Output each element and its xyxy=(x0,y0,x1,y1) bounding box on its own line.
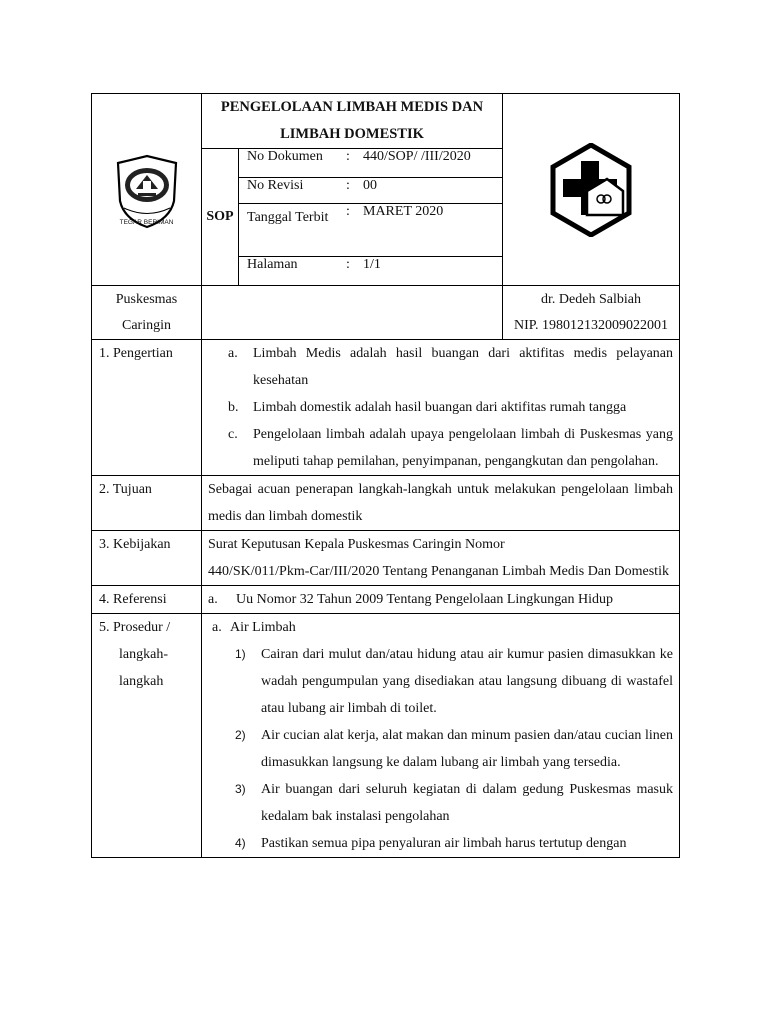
section-body-prosedur xyxy=(202,614,680,858)
signer-nip: NIP. 198012132009022001 xyxy=(514,317,669,333)
section-label-referensi: 4. Referensi xyxy=(92,586,202,614)
section-label-prosedur: 5. Prosedur / langkah- langkah xyxy=(92,614,202,858)
kebijakan-line-1: Surat Keputusan Kepala Puskesmas Caringin Nomor xyxy=(208,537,505,552)
pengertian-list xyxy=(208,340,673,475)
meta-key-page: Halaman xyxy=(239,256,337,283)
meta-key-doc-no: No Dokumen xyxy=(247,149,323,164)
meta-value-doc-no: 440/SOP/ /III/2020 xyxy=(363,149,471,164)
prosedur-subheading: a. Air Limbah xyxy=(212,620,296,635)
sop-label: SOP xyxy=(202,149,239,286)
meta-table xyxy=(239,149,502,283)
org-name-cell xyxy=(92,286,202,340)
meta-sep: : xyxy=(337,256,359,283)
meta-key-date: Tanggal Terbit xyxy=(239,203,337,256)
puskesmas-hexagon-cross-icon xyxy=(549,143,633,237)
section-body-referensi xyxy=(202,586,680,614)
regency-motto: TEGAR BERIMAN xyxy=(119,219,174,226)
signer-name: dr. Dedeh Salbiah xyxy=(541,291,641,307)
regency-logo-cell xyxy=(92,94,202,286)
signature-space xyxy=(202,286,503,340)
section-body-kebijakan xyxy=(202,531,680,586)
meta-value-revision: 00 xyxy=(359,177,502,203)
meta-sep: : xyxy=(346,149,350,164)
meta-sep: : xyxy=(337,177,359,203)
section-body-pengertian xyxy=(202,340,680,476)
referensi-text: Uu Nomor 32 Tahun 2009 Tentang Pengelolaan Lingkungan Hidup xyxy=(236,592,614,607)
section-label-kebijakan: 3. Kebijakan xyxy=(92,531,202,586)
sop-table xyxy=(91,93,680,858)
list-item: a. Limbah Medis adalah hasil buangan dari aktifitas medis pelayanan kesehatan xyxy=(228,346,674,388)
title-line-2: LIMBAH DOMESTIK xyxy=(280,126,424,142)
section-label-tujuan: 2. Tujuan xyxy=(92,476,202,531)
meta-value-date: MARET 2020 xyxy=(359,203,502,256)
referensi-marker: a. xyxy=(208,592,218,607)
org-name-line-2: Caringin xyxy=(122,317,171,333)
prosedur-list xyxy=(208,641,673,857)
list-item: 3) Air buangan dari seluruh kegiatan di dalam gedung Puskesmas masuk kedalam bak instalasi pengolahan xyxy=(235,782,674,824)
meta-key-revision: No Revisi xyxy=(239,177,337,203)
kebijakan-line-2: 440/SK/011/Pkm-Car/III/2020 Tentang Penanganan Limbah Medis Dan Domestik xyxy=(208,564,669,579)
document-title xyxy=(202,94,503,149)
document-meta xyxy=(239,149,503,286)
list-item: 2) Air cucian alat kerja, alat makan dan minum pasien dan/atau cucian linen dimasukkan langsung ke dalam lubang air limbah yang tersedia. xyxy=(235,728,674,770)
meta-sep: : xyxy=(337,203,359,256)
puskesmas-logo-cell xyxy=(503,94,680,286)
list-item: 1) Cairan dari mulut dan/atau hidung atau air kumur pasien dimasukkan ke wadah pengumpulan yang disediakan atau langsung dibuang di wastafel atau lubang air limbah di toilet. xyxy=(235,647,674,716)
meta-value-page: 1/1 xyxy=(359,256,502,283)
title-line-1: PENGELOLAAN LIMBAH MEDIS DAN xyxy=(220,99,484,115)
list-item: 4) Pastikan semua pipa penyaluran air limbah harus tertutup dengan xyxy=(235,836,627,851)
section-label-pengertian: 1. Pengertian xyxy=(92,340,202,476)
signer-cell xyxy=(503,286,680,340)
org-name-line-1: Puskesmas xyxy=(115,291,178,307)
section-body-tujuan: Sebagai acuan penerapan langkah-langkah untuk melakukan pengelolaan limbah medis dan limbah domestik xyxy=(202,476,680,531)
list-item: c. Pengelolaan limbah adalah upaya pengelolaan limbah di Puskesmas yang meliputi tahap pemilahan, penyimpanan, pengangkutan dan pengolahan. xyxy=(228,427,674,469)
list-item: b. Limbah domestik adalah hasil buangan dari aktifitas rumah tangga xyxy=(228,400,627,415)
